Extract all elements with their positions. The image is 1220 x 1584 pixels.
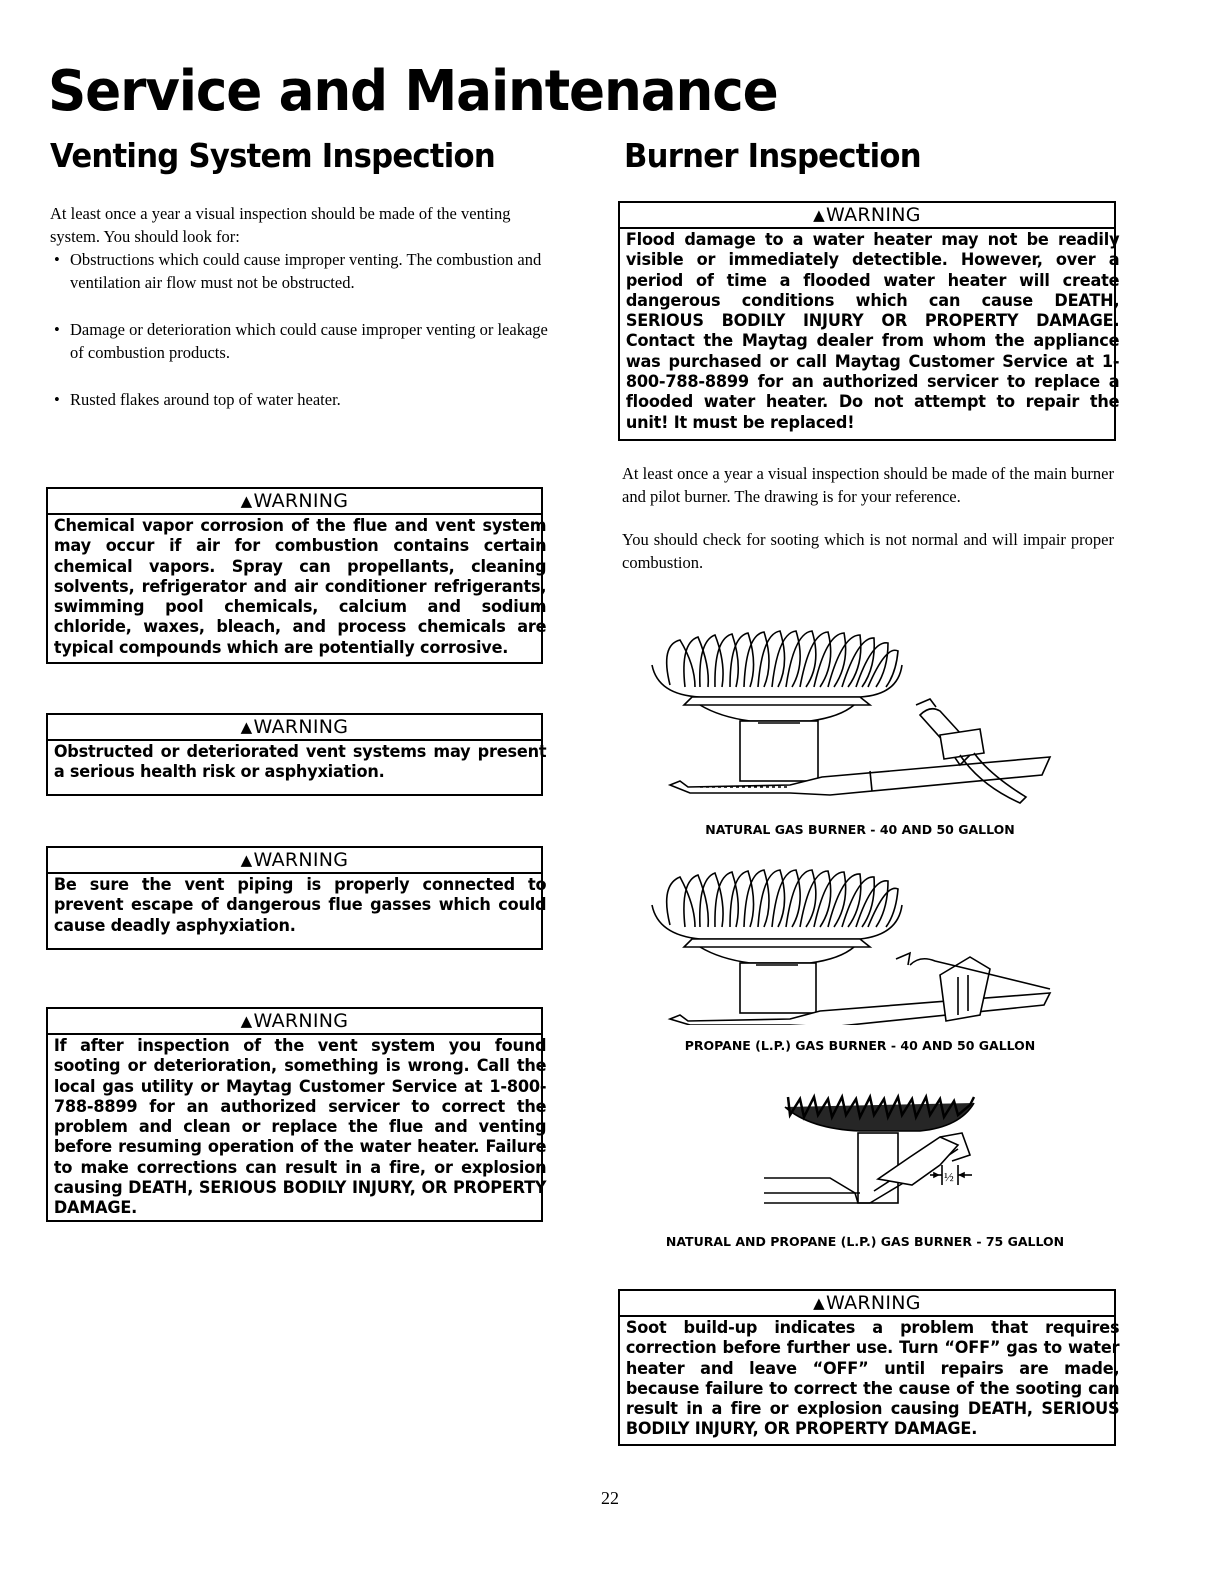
warning-box-vent-piping: [46, 846, 547, 950]
warning-triangle-icon: ▲: [813, 1294, 826, 1312]
checklist-item: • Obstructions which could cause improper venting. The combustion and ventilation air flow must not be obstructed.: [54, 250, 542, 292]
warning-text: Be sure the vent piping is properly connected to prevent escape of dangerous flue gasses which could cause deadly asphyxiation.: [53, 875, 547, 935]
burner-illustration-icon: [640, 1085, 1090, 1205]
warning-triangle-icon: ▲: [813, 206, 826, 224]
warning-text: Obstructed or deteriorated vent systems may present a serious health risk or asphyxiation.: [53, 742, 547, 782]
page-number: 22: [601, 1488, 619, 1508]
burner-heading: Burner Inspection: [624, 136, 921, 175]
venting-intro: At least once a year a visual inspection should be made of the venting system. You should look for:: [50, 204, 511, 246]
warning-header: ▲WARNING: [620, 1291, 1114, 1317]
warning-text: Soot build-up indicates a problem that requires correction before further use. Turn “OFF” gas to water heater and leave “OFF” until repairs are made, because failure to correct the cause of the sooting can result in a fire or explosion causing DEATH, SERIOUS BODILY INJURY, OR PROPERTY DAMAGE.: [625, 1318, 1120, 1439]
burner-paragraph: At least once a year a visual inspection should be made of the main burner and pilot burner. The drawing is for your reference.: [622, 464, 1114, 506]
warning-text: Chemical vapor corrosion of the flue and vent system may occur if air for combustion contains certain chemical vapors. Spray can propellants, cleaning solvents, refrigerator and air conditioner refrigerants, swimming pool chemicals, calcium and sodium chloride, waxes, bleach, and process chemicals are typical compounds which are potentially corrosive.: [53, 516, 547, 657]
venting-heading: Venting System Inspection: [50, 136, 495, 175]
warning-triangle-icon: ▲: [240, 718, 253, 736]
warning-header: ▲WARNING: [620, 203, 1114, 229]
figure-caption: NATURAL GAS BURNER - 40 AND 50 GALLON: [705, 822, 1015, 837]
warning-text: Flood damage to a water heater may not be readily visible or immediately detectible. However, over a period of time a flooded water heater will create dangerous conditions which can cause DEATH, SERIOUS BODILY INJURY OR PROPERTY DAMAGE. Contact the Maytag dealer from whom the appliance was purchased or call Maytag Customer Service at 1-800-788-8899 for an authorized servicer to replace a flooded water heater. Do not attempt to repair the unit! It must be replaced!: [625, 230, 1120, 432]
warning-box-soot-buildup: [618, 1289, 1120, 1446]
warning-box-obstructed-vent: [46, 713, 547, 796]
warning-triangle-icon: ▲: [240, 492, 253, 510]
dimension-label: ½: [944, 1169, 954, 1184]
burner-illustration-icon: [640, 625, 1080, 815]
warning-box-flood-damage: [618, 201, 1120, 441]
venting-checklist: [50, 248, 555, 411]
bullet-icon: •: [54, 320, 60, 339]
burner-paragraphs: [622, 462, 1114, 574]
warning-text: If after inspection of the vent system you found sooting or deterioration, something is wrong. Call the local gas utility or Maytag Customer Service at 1-800-788-8899 for an authorized servicer to correct the problem and clean or replace the flue and venting before resuming operation of the water heater. Failure to make corrections can result in a fire, or explosion causing DEATH, SERIOUS BODILY INJURY, OR PROPERTY DAMAGE.: [53, 1036, 547, 1218]
burner-illustration-icon: [640, 865, 1080, 1025]
warning-header: ▲WARNING: [48, 715, 541, 741]
checklist-item: • Rusted flakes around top of water heater.: [54, 390, 341, 409]
figure-caption: NATURAL AND PROPANE (L.P.) GAS BURNER - 75 GALLON: [665, 1234, 1065, 1249]
page-title: Service and Maintenance: [48, 59, 778, 124]
warning-header: ▲WARNING: [48, 848, 541, 874]
figure-75-gallon-burner: [640, 1085, 1090, 1255]
figure-natural-gas-burner: [640, 625, 1080, 835]
bullet-icon: •: [54, 390, 60, 409]
figure-propane-gas-burner: [640, 865, 1080, 1055]
warning-header: ▲WARNING: [48, 489, 541, 515]
warning-box-chemical-vapor: [46, 487, 547, 664]
warning-header: ▲WARNING: [48, 1009, 541, 1035]
checklist-item: • Damage or deterioration which could cause improper venting or leakage of combustion products.: [54, 320, 548, 362]
bullet-icon: •: [54, 250, 60, 269]
venting-intro-section: [50, 202, 555, 411]
burner-paragraph: You should check for sooting which is not normal and will impair proper combustion.: [622, 530, 1114, 572]
figure-caption: PROPANE (L.P.) GAS BURNER - 40 AND 50 GALLON: [684, 1038, 1036, 1053]
warning-box-sooting: [46, 1007, 547, 1222]
warning-triangle-icon: ▲: [240, 1012, 253, 1030]
warning-triangle-icon: ▲: [240, 851, 253, 869]
